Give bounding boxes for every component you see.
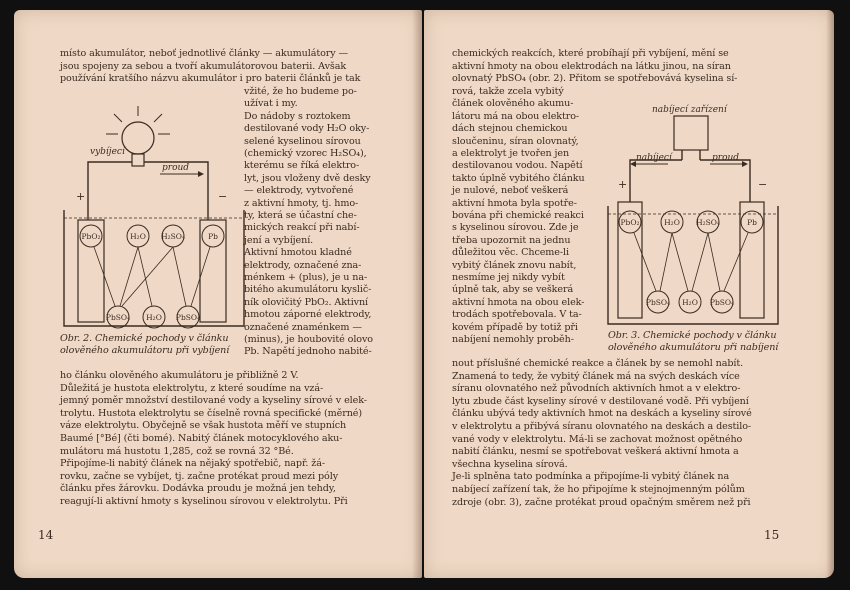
wire [88, 162, 132, 196]
text-line: Připojíme-li nabitý článek na nějaký spotřebič, např. žá- [60, 458, 325, 470]
page-number-left: 14 [38, 528, 54, 542]
text-line: z aktivní hmoty, tj. hmo- [244, 197, 359, 209]
figure-2-label-consumer: vybíjecí [90, 147, 125, 157]
text-line: reagují-li aktivní hmoty s kyselinou sírovou v elektrolytu. Při [60, 496, 348, 507]
figure-2-caption-line-2: olověného akumulátoru při vybíjení [60, 345, 230, 356]
text-line: takto úplně vybitého článku [452, 172, 585, 184]
text-line: bována při chemické reakci [452, 210, 584, 221]
text-line: třeba upozornit na jednu [452, 234, 571, 246]
figure-3-label-charging: nabíjecí [636, 153, 672, 163]
figure-3-charging-diagram [606, 102, 806, 334]
text-line: ménkem + (plus), je u na- [244, 272, 368, 283]
text-line: rová, takže zcela vybitý [452, 86, 564, 97]
text-line: trodách spotřebovala. V ta- [452, 309, 582, 321]
text-line: nesmíme jej nikdy vybít [452, 272, 565, 283]
text-line: selené kyselinou sírovou [244, 135, 361, 147]
text-line: látoru má na obou elektro- [452, 110, 580, 122]
text-line: nabíjení nemohly proběh- [452, 334, 574, 345]
molecule-label: H₂SO₄ [696, 218, 720, 227]
figure-2-discharge-diagram [58, 104, 258, 332]
text-line: místo akumulátor, neboť jednotlivé články — akumulátory — [60, 48, 348, 59]
molecule-label: H₂SO₄ [161, 232, 185, 241]
bulb-icon [122, 122, 154, 154]
figure-3-caption-line-2: olověného akumulátoru při nabíjení [608, 342, 779, 353]
text-line: destilované vody H₂O oky- [244, 123, 370, 135]
molecule-label: PbSO₄ [645, 298, 671, 307]
text-line: používání kratšího názvu akumulátor i pro baterii článků je tak [60, 73, 361, 84]
plus-sign: + [618, 178, 628, 191]
text-line: Znamená to tedy, že vybitý článek má na svých deskách více [452, 370, 740, 382]
text-line: Je-li splněna tato podmínka a připojíme-li vybitý článek na [452, 471, 730, 483]
text-line: bitého akumulátoru kyslič- [244, 284, 372, 296]
text-line: vané vody v elektrolytu. Má-li se zachovat možnost opětného [452, 433, 743, 445]
minus-sign: − [758, 178, 768, 191]
text-line: Důležitá je hustota elektrolytu, z které soudíme na vzá- [60, 382, 324, 394]
text-line: Baumé [°Bé] (čti bomé). Nabitý článek motocyklového aku- [60, 433, 343, 444]
molecule-label: PbSO₄ [175, 313, 201, 322]
left-page [14, 10, 422, 578]
figure-3-label-device: nabíjecí zařízení [652, 105, 727, 115]
text-line: (chemický vzorec H₂SO₄), [244, 148, 367, 159]
text-line: úplně tak, aby se veškerá [452, 284, 574, 296]
page-number-right: 15 [764, 528, 780, 542]
wire [630, 160, 682, 192]
text-line: důležitou věc. Chceme-li [452, 247, 569, 259]
text-line: nout příslušné chemické reakce a článek by se nemohl nabít. [452, 358, 744, 369]
text-line: destilovanou vodou. Napětí [452, 160, 583, 172]
text-line: nabíjecí zařízení tak, že ho připojíme k stejnojmenným pólům [452, 484, 745, 495]
plus-sign: + [76, 190, 86, 203]
text-line: jení a vybíjení. [244, 234, 314, 246]
text-line: článku ubývá tedy aktivních hmot na deskách a kyseliny sírové [452, 408, 752, 420]
bulb-rays [106, 106, 170, 134]
molecule-label: H₂O [130, 232, 146, 241]
text-line: aktivní hmota na obou elek- [452, 296, 585, 308]
text-line: mických reakcí při nabí- [244, 222, 360, 234]
text-line: trolytu. Hustota elektrolytu se číselně rovná specifické (měrné) [60, 407, 363, 419]
figure-2-caption-line-1: Obr. 2. Chemické pochody v článku [60, 333, 229, 344]
molecule-label: H₂O [146, 313, 162, 322]
charging-device-box [674, 116, 708, 150]
text-line: vybitý článek znovu nabít, [452, 259, 577, 271]
molecule-label: PbSO₄ [105, 313, 131, 322]
text-line: je nulové, neboť veškerá [452, 185, 569, 197]
text-line: všechna kyselina sírová. [452, 458, 568, 470]
text-line: označené znaménkem — [244, 321, 362, 333]
electrolyte-vessel [64, 210, 244, 326]
text-line: nabití článku, nesmí se spotřebovat veškerá aktivní hmota a [452, 446, 739, 458]
text-line: s kyselinou sírovou. Zde je [452, 222, 579, 234]
text-line: jsou spojeny za sebou a tvoří akumulátorovou baterii. Avšak [60, 60, 347, 72]
text-line: aktivní hmota byla spotře- [452, 197, 577, 209]
figure-3-caption-line-1: Obr. 3. Chemické pochody v článku [608, 330, 777, 341]
text-line: Do nádoby s roztokem [244, 110, 351, 122]
text-line: chemických reakcích, které probíhají při vybíjení, mění se [452, 48, 729, 59]
text-line: zdroje (obr. 3), začne protékat proud opačným směrem než při [452, 496, 751, 508]
text-line: (minus), je houbovité olovo [244, 334, 373, 345]
text-line: lytu zbude část kyseliny sírové v destilované vodě. Při vybíjení [452, 395, 749, 407]
text-line: hmotou záporné elektrody, [244, 309, 372, 321]
molecule-label: Pb [747, 218, 757, 227]
minus-sign: − [218, 190, 228, 203]
text-line: dách stejnou chemickou [452, 123, 568, 135]
text-line: rovku, začne se vybíjet, tj. začne protékat proud mezi póly [60, 470, 339, 482]
text-line: vžité, že ho budeme po- [244, 86, 357, 97]
molecule-label: PbSO₄ [709, 298, 735, 307]
text-line: v elektrolytu a přibývá síranu olovnatého na deskách a destilo- [452, 421, 752, 432]
text-line: Aktivní hmotou kladné [244, 247, 352, 259]
text-line: mulátoru má hustotu 1,285, což se rovná 32 °Bé. [60, 445, 294, 457]
text-line: sloučeninu, síran olovnatý, [452, 135, 579, 147]
text-line: ník olovičitý PbO₂. Aktivní [244, 296, 369, 308]
figure-2-label-current: proud [162, 163, 190, 173]
molecule-label: H₂O [682, 298, 698, 307]
text-line: a elektrolyt je tvořen jen [452, 148, 570, 159]
right-page [424, 10, 834, 578]
text-line: užívat i my. [244, 98, 298, 110]
text-line: lyt, jsou vloženy dvě desky [244, 172, 371, 184]
text-line: článku přes žárovku. Dodávka proudu je možná jen tehdy, [60, 483, 336, 495]
text-line: váze elektrolytu. Obyčejně se však hustota měří ve stupních [60, 420, 347, 432]
text-line: kterému se říká elektro- [244, 160, 360, 172]
text-line: ty, která se účastní che- [244, 210, 357, 221]
text-line: aktivní hmoty na obou elektrodách na látku jinou, na síran [452, 60, 731, 72]
text-line: Pb. Napětí jednoho nabité- [244, 346, 372, 358]
text-line: článek olověného akumu- [452, 98, 574, 110]
text-line: síranu olovnatého než původních aktivních hmot a v elektro- [452, 383, 741, 395]
molecule-label: PbO₂ [620, 218, 640, 227]
text-line: elektrody, označené zna- [244, 259, 362, 271]
molecule-label: PbO₂ [81, 232, 101, 241]
text-line: ho článku olověného akumulátoru je přibližně 2 V. [60, 370, 299, 381]
text-line: kovém případě by totiž při [452, 321, 578, 333]
figure-3-label-current: proud [712, 153, 740, 163]
molecule-label: H₂O [664, 218, 680, 227]
text-line: olovnatý PbSO₄ (obr. 2). Přitom se spotřebovává kyselina sí- [452, 73, 738, 84]
text-line: jemný poměr množství destilované vody a kyseliny sírové v elek- [60, 395, 367, 407]
text-line: — elektrody, vytvořené [244, 185, 354, 197]
molecule-label: Pb [208, 232, 218, 241]
